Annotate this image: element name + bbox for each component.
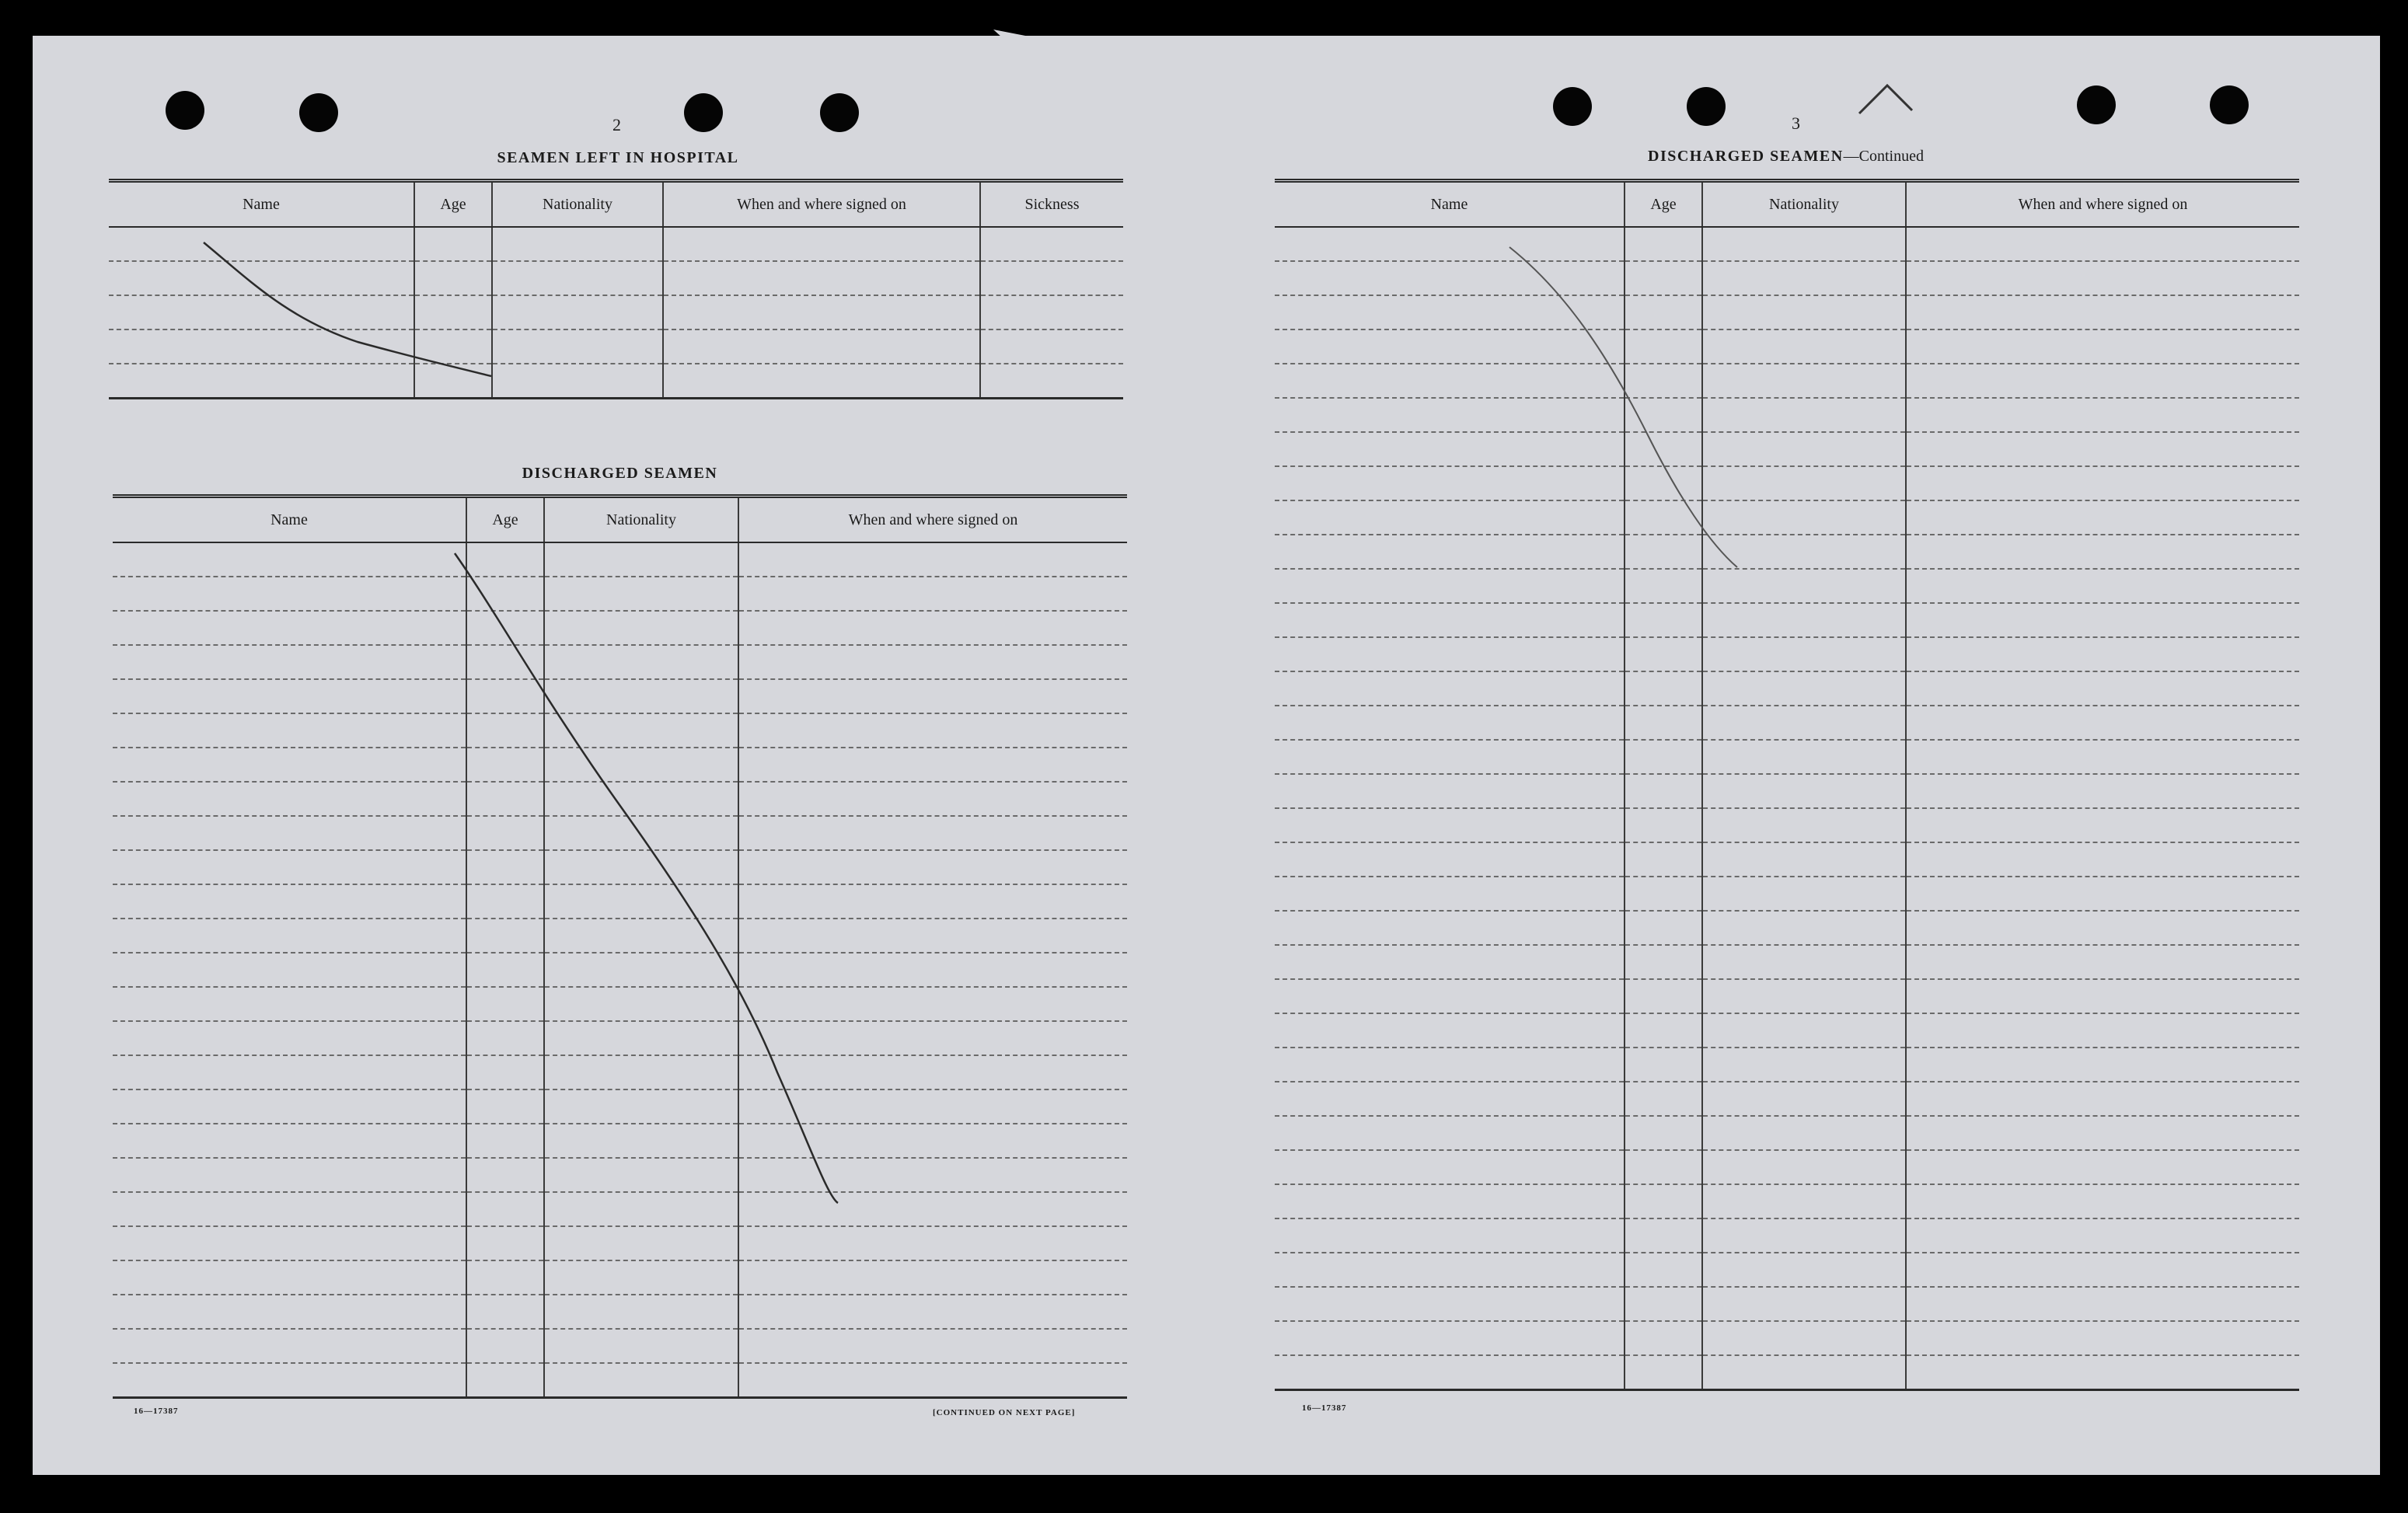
discharged-title-main: DISCHARGED SEAMEN (1648, 148, 1844, 165)
form-number-left: 16—17387 (134, 1407, 179, 1416)
column-header-nationality: Nationality (1702, 181, 1906, 228)
column-header-age: Age (414, 181, 492, 228)
pen-strike-discharged-right (1509, 247, 1737, 567)
continued-note: [CONTINUED ON NEXT PAGE] (933, 1408, 1076, 1417)
column-header-age: Age (1625, 181, 1702, 228)
pen-strike-hospital (204, 242, 491, 376)
discharged-section-title-left: DISCHARGED SEAMEN (522, 465, 718, 482)
column-header-name: Name (1275, 181, 1625, 228)
page-number-left: 2 (612, 115, 621, 134)
column-header-nationality: Nationality (492, 181, 663, 228)
column-header-nationality: Nationality (544, 497, 738, 543)
column-header-age: Age (466, 497, 544, 543)
pen-strike-discharged-left (455, 553, 838, 1203)
hospital-section-title: SEAMEN LEFT IN HOSPITAL (497, 149, 739, 166)
column-header-signed-on: When and where signed on (663, 181, 980, 228)
page-number-right: 3 (1792, 113, 1800, 133)
column-header-name: Name (109, 181, 414, 228)
column-header-signed-on: When and where signed on (1906, 181, 2299, 228)
form-number-right: 16—17387 (1302, 1403, 1347, 1413)
column-header-sickness: Sickness (980, 181, 1123, 228)
column-header-signed-on: When and where signed on (738, 497, 1127, 543)
discharged-title-suffix: —Continued (1843, 148, 1924, 165)
pencil-mark (1859, 85, 1912, 113)
paper-tear-mark (993, 30, 1049, 45)
column-header-name: Name (113, 497, 466, 543)
